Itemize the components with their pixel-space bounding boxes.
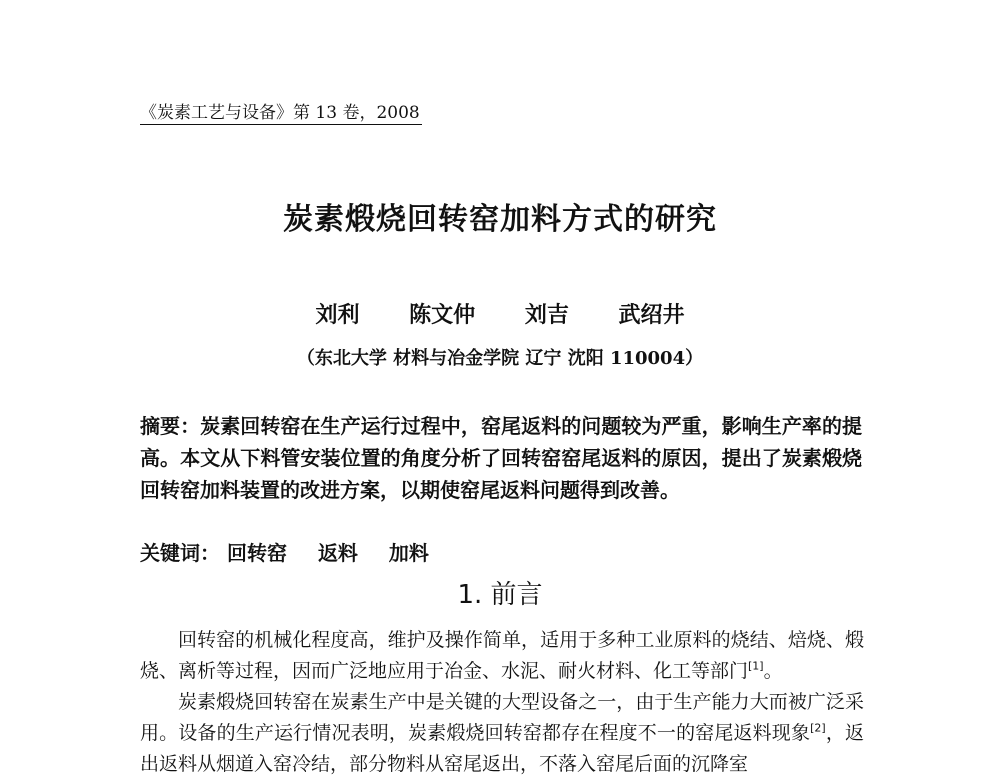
author-name: 刘吉 <box>524 302 569 328</box>
abstract <box>140 410 862 506</box>
paragraph <box>140 687 864 780</box>
author-affiliation: （东北大学 材料与冶金学院 辽宁 沈阳 110004） <box>296 348 704 369</box>
section-heading: 1. 前言 <box>457 580 543 610</box>
keyword: 加料 <box>388 541 429 565</box>
author-name: 陈文仲 <box>409 302 476 328</box>
paragraph-end: 。 <box>763 660 783 682</box>
abstract-label: 摘要： <box>140 414 201 438</box>
keyword: 返料 <box>317 541 358 565</box>
paragraph <box>140 625 864 687</box>
keywords <box>140 538 453 568</box>
keyword: 回转窑 <box>226 541 287 565</box>
journal-header: 《炭素工艺与设备》第 13 卷，2008 <box>140 103 420 123</box>
citation-ref[interactable]: [1] <box>748 659 764 673</box>
author-list <box>0 300 1000 330</box>
abstract-text: 炭素回转窑在生产运行过程中，窑尾返料的问题较为严重，影响生产率的提高。本文从下料管安装位置的角度分析了回转窑窑尾返料的原因，提出了炭素煅烧回转窑加料装置的改进方案，以期使窑尾返料问题得到改善。 <box>140 414 862 502</box>
paragraph-text: 炭素煅烧回转窑在炭素生产中是关键的大型设备之一，由于生产能力大而被广泛采用。设备的生产运行情况表明，炭素煅烧回转窑都存在程度不一的窑尾返料现象 <box>140 691 864 744</box>
paper-title: 炭素煅烧回转窑加料方式的研究 <box>283 202 717 237</box>
author-name: 刘利 <box>315 302 360 328</box>
body-text <box>140 625 864 780</box>
paragraph-text: 回转窑的机械化程度高，维护及操作简单，适用于多种工业原料的烧结、焙烧、煅烧、离析等过程，因而广泛地应用于冶金、水泥、耐火材料、化工等部门 <box>140 629 864 682</box>
keywords-label: 关键词： <box>140 541 220 565</box>
paragraph-end: ，返出返料从烟道入窑冷结，部分物料从窑尾返出，不落入窑尾后面的沉降室 <box>140 722 864 775</box>
author-name: 武绍井 <box>618 302 685 328</box>
citation-ref[interactable]: [2] <box>810 721 826 735</box>
